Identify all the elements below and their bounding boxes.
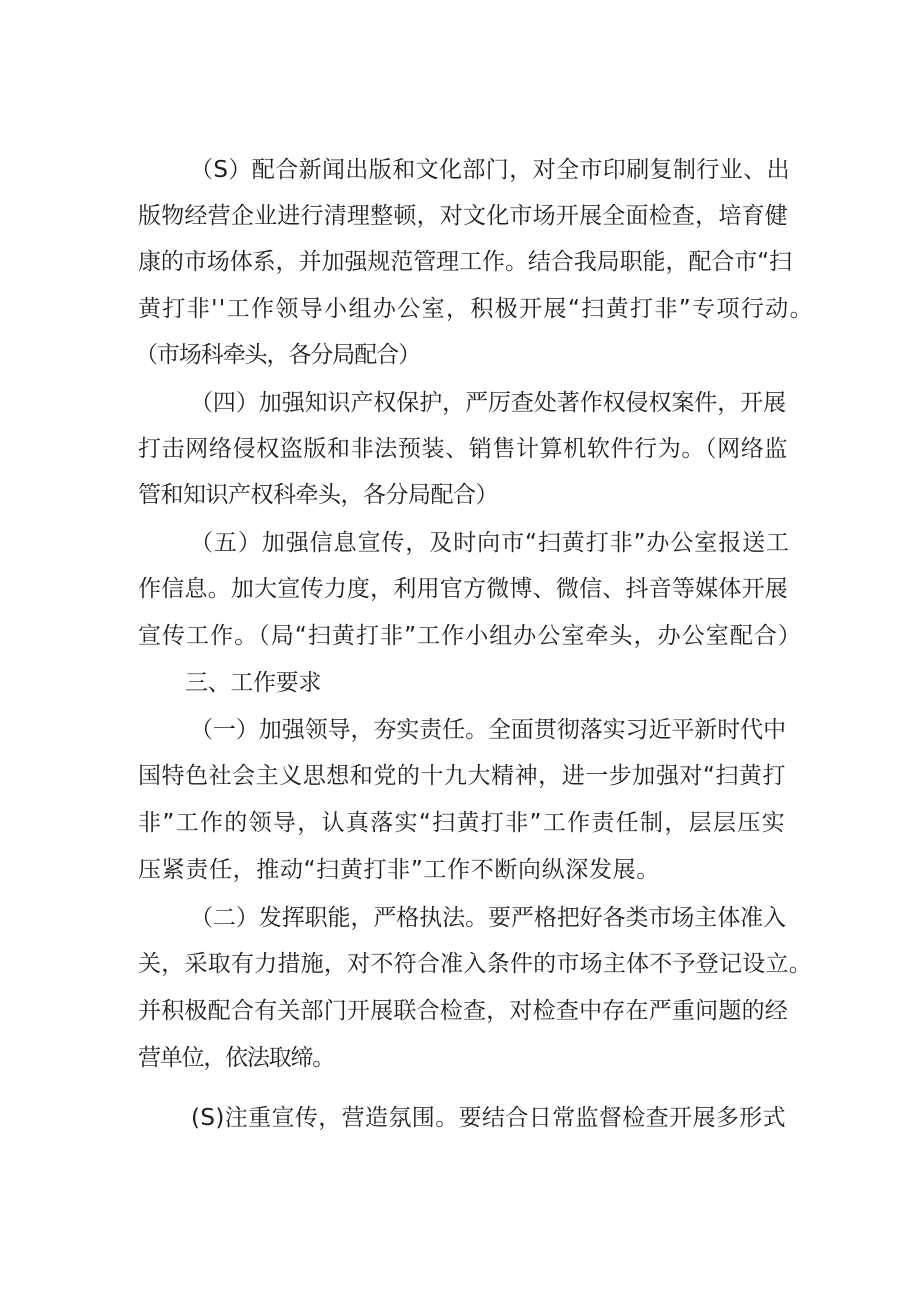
text-line-5: （市场科牵头，各分局配合） — [135, 342, 421, 368]
text-line-18: 关，采取有力措施，对不符合准入条件的市场主体不予登记设立。 — [138, 951, 812, 977]
text-line-7: 打击网络侵权盗版和非法预装、销售计算机软件行为。（网络监 — [138, 436, 788, 462]
text-line-19: 并积极配合有关部门开展联合检查，对检查中存在严重问题的经 — [138, 998, 788, 1024]
text-line-13: （一）加强领导，夯实责任。全面贯彻落实习近平新时代中 — [190, 717, 787, 743]
text-line-2: 版物经营企业进行清理整顿，对文化市场开展全面检查，培育健 — [138, 203, 788, 229]
text-line-6: （四）加强知识产权保护，严厉查处著作权侵权案件，开展 — [190, 390, 787, 416]
text-line-8: 管和知识产权科牵头，各分局配合） — [138, 482, 498, 508]
text-line-21: (S)注重宣传，营造氛围。要结合日常监督检查开展多形式 — [191, 1105, 786, 1131]
text-line-9: （五）加强信息宣传，及时向市“扫黄打非”办公室报送工 — [190, 530, 790, 556]
text-line-17: （二）发挥职能，严格执法。要严格把好各类市场主体准入 — [190, 905, 787, 931]
text-line-4: 黄打非''工作领导小组办公室，积极开展“扫黄打非”专项行动。 — [138, 296, 814, 322]
text-line-14: 国特色社会主义思想和党的十九大精神，进一步加强对“扫黄打 — [138, 763, 786, 789]
text-line-11: 宣传工作。（局“扫黄打非”工作小组办公室牵头，办公室配合） — [138, 623, 802, 649]
text-line-20: 营单位，依法取缔。 — [138, 1045, 335, 1071]
text-line-1: （S）配合新闻出版和文化部门，对全市印刷复制行业、出 — [190, 157, 790, 183]
text-line-16: 压紧责任，推动“扫黄打非”工作不断向纵深发展。 — [138, 857, 660, 883]
text-line-3: 康的市场体系，并加强规范管理工作。结合我局职能，配合市“扫 — [138, 249, 792, 275]
text-line-12: 三、工作要求 — [185, 670, 322, 696]
text-line-10: 作信息。加大宣传力度，利用官方微博、微信、抖音等媒体开展 — [138, 576, 788, 602]
text-line-15: 非”工作的领导，认真落实“扫黄打非”工作责任制，层层压实 — [138, 810, 786, 836]
